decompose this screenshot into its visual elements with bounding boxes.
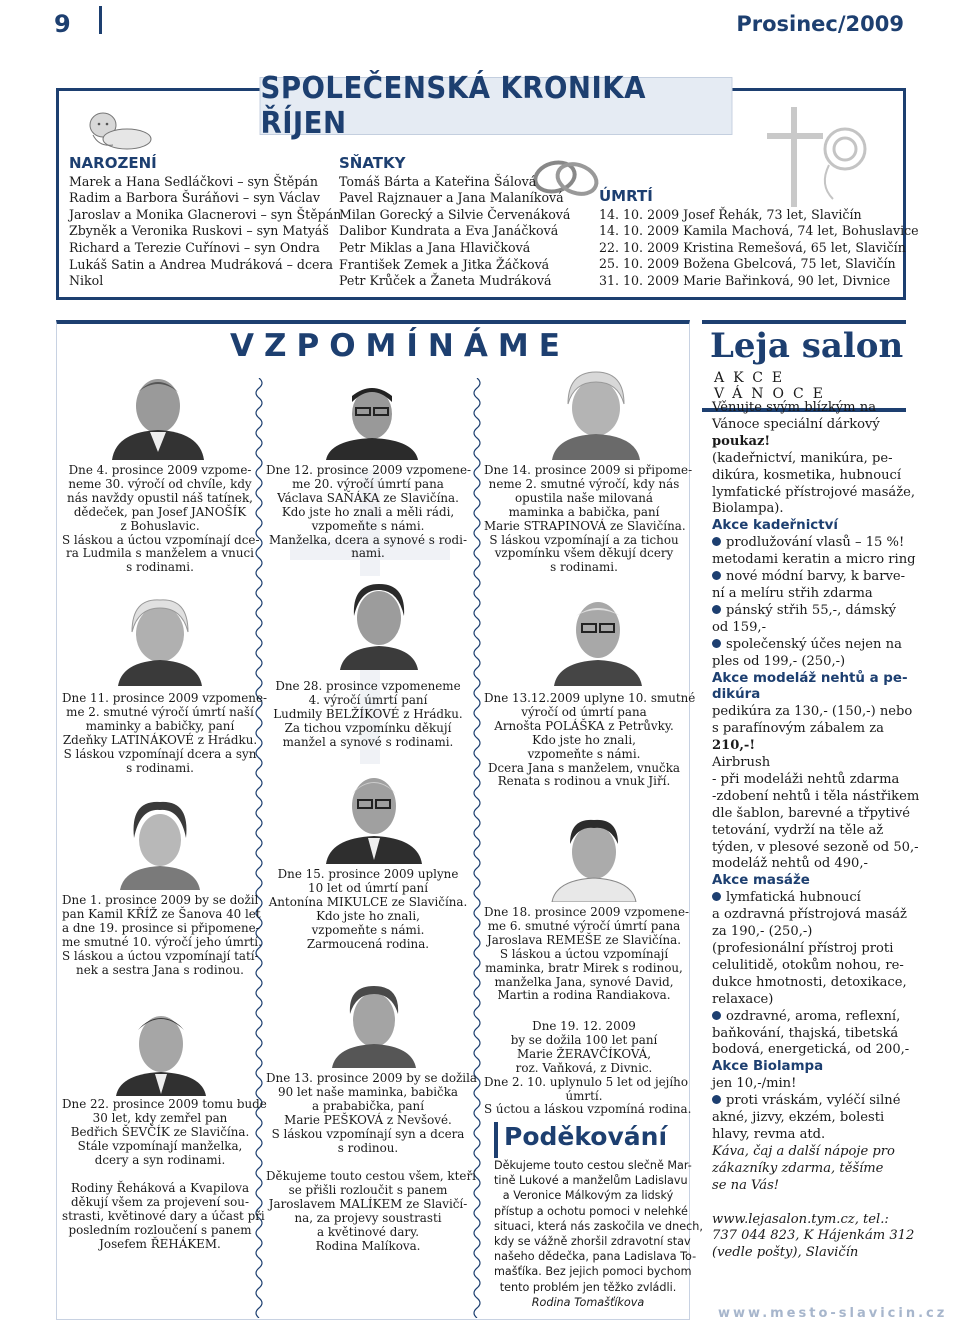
offer-line	[712, 620, 900, 637]
thanks-lines	[494, 1158, 703, 1295]
offer-text: od 159,-	[712, 619, 767, 635]
text-line: maminka a babička, paní	[508, 504, 660, 519]
text-line: 90 let naše maminka, babička	[278, 1084, 458, 1099]
text-line: František Zemek a Jitka Žáčková	[339, 256, 550, 272]
portrait-photo	[112, 592, 208, 686]
text-line: Kdo jste ho znali,	[316, 908, 420, 923]
offer-text: Káva, čaj a další nápoje pro	[712, 1143, 895, 1159]
offer-text: nové módní barvy, k barve-	[726, 569, 906, 585]
offer-text: ozdravné, aroma, reflexní,	[726, 1008, 901, 1024]
offer-line	[712, 992, 900, 1009]
text-line: Kdo jste ho znali a měli rádi,	[281, 504, 455, 519]
portrait-photo	[312, 382, 432, 460]
offer-text: ní a melíru střih zdarma	[712, 585, 873, 601]
offer-text: Akce Biolampa	[712, 1059, 824, 1075]
memorial-notice	[266, 1169, 476, 1253]
text-line: S láskou vzpomínají syn a dcera	[271, 1126, 465, 1141]
offer-text: - při modeláži nehtů zdarma	[712, 771, 900, 787]
offer-text: pánský střih 55,-, dámský	[726, 602, 897, 618]
offer-line	[712, 738, 900, 755]
text-line: nami.	[351, 546, 385, 561]
offer-text: Airbrush	[712, 755, 771, 771]
offer-text: dikúra	[712, 687, 761, 703]
memorials-title: VZPOMÍNÁME	[230, 328, 570, 364]
text-line: Ludmily BELŽÍKOVÉ z Hrádku.	[273, 706, 463, 721]
chronicle-box	[56, 71, 919, 300]
offer-text: prodlužování vlasů – 15 %!	[726, 535, 905, 551]
text-line: Zarmoucená rodina.	[306, 936, 430, 951]
portrait-photo	[104, 366, 212, 460]
offer-text: Biolampa).	[712, 501, 784, 517]
offer-line	[712, 772, 900, 789]
text-line: Dne 1. prosince 2009 by se dožil	[62, 893, 259, 907]
text-line: Lukáš Satin a Andrea Mudráková – dcera	[69, 256, 334, 272]
text-line: manželka Jana, synové David,	[494, 974, 674, 989]
weddings-heading: SŇATKY	[339, 154, 406, 172]
offer-line	[712, 569, 906, 586]
text-line: S láskou a úctou vzpomínají dce-	[62, 532, 260, 547]
offer-line	[712, 1042, 910, 1059]
offer-line	[712, 839, 919, 857]
text-line: přístup a ochotu pomoci v nelehké	[494, 1204, 688, 1218]
text-line: mašťíka. Bez jejich pomoci bychom	[494, 1265, 692, 1279]
text-line: kdy se vážně zhoršil zdravotní stav	[494, 1235, 691, 1249]
text-line: úmrtí.	[565, 1088, 603, 1103]
offer-text: lymfatické přístrojové masáže,	[712, 484, 916, 500]
offer-line	[712, 957, 904, 975]
portrait-photo	[110, 1000, 212, 1096]
text-line: s rodinami.	[126, 760, 194, 775]
memorial-notice	[266, 1071, 477, 1155]
text-line: Antonína MIKULCE ze Slavičína.	[268, 894, 468, 909]
offer-line	[712, 1110, 900, 1127]
offer-line	[712, 637, 900, 654]
text-line: vzpomeňte s námi.	[527, 746, 641, 761]
bullet-icon	[712, 639, 721, 648]
text-line: Jaroslav a Monika Glacnerovi – syn Štěpán	[69, 206, 342, 222]
text-line: Milan Gorecký a Silvie Červenáková	[339, 206, 571, 222]
text-line: S láskou a úctou vzpomínají tatí-	[62, 948, 259, 963]
offer-line	[712, 721, 900, 738]
offer-line	[712, 1212, 900, 1229]
portrait-photo	[546, 364, 646, 460]
text-line: se přišli rozloučit s panem	[288, 1182, 448, 1197]
text-line: Dne 13. prosince 2009 by se dožila	[266, 1071, 477, 1085]
offer-line	[712, 417, 900, 434]
memorial-notice	[62, 691, 268, 775]
offer-text: proti vráskám, vyléčí silné	[726, 1093, 901, 1109]
text-line: Manželka, dcera a synové s rodi-	[269, 532, 467, 547]
offer-line	[712, 400, 900, 417]
text-line: S láskou vzpomínají a za tichou	[489, 532, 679, 547]
text-line: Dne 12. prosince 2009 vzpomene-	[266, 463, 472, 477]
text-line: Dne 19. 12. 2009	[532, 1019, 636, 1033]
text-line: Marie PEŠKOVÁ z Nevšové.	[284, 1112, 452, 1127]
offer-line	[712, 788, 920, 806]
offer-line	[712, 704, 913, 721]
text-line: Arnošta POLÁŠKA z Petrůvky.	[494, 718, 674, 733]
text-line: našeho dědečka, pana Ladislava To-	[494, 1250, 697, 1264]
offer-line	[712, 941, 900, 958]
text-line: vzpomeňte s námi.	[311, 922, 425, 937]
offer-line	[712, 1195, 900, 1212]
offer-text: (kadeřnictví, manikúra, pe-	[712, 450, 893, 466]
text-line: Dne 13.12.2009 uplyne 10. smutné	[484, 691, 696, 705]
offer-heading	[712, 1059, 900, 1076]
text-line: s rodinami.	[550, 560, 618, 575]
memorial-notice	[62, 1181, 265, 1252]
offer-text: společenský účes nejen na	[726, 636, 902, 652]
text-line: Petr Miklas a Jana Hlavičková	[339, 239, 531, 255]
memorial-notice	[484, 1019, 692, 1117]
text-line: me 20. výročí úmrtí pana	[292, 476, 444, 491]
offer-line	[712, 535, 905, 552]
text-line: pan Kamil KŘÍŽ ze Šanova 40 let	[62, 906, 261, 921]
text-line: S láskou vzpomínají dcera a syn	[63, 746, 257, 761]
offer-line	[712, 1228, 915, 1245]
deaths-list	[599, 206, 919, 290]
text-line: Dne 14. prosince 2009 si připome-	[484, 463, 693, 477]
text-line: neme 2. smutné výročí, kdy nás	[488, 476, 680, 491]
offer-line	[712, 856, 900, 873]
offer-text	[712, 1195, 716, 1210]
offer-line	[712, 805, 911, 823]
text-line: nek a sestra Jana s rodinou.	[76, 962, 244, 977]
text-line: dědeček, pan Josef JANOŠÍK	[73, 504, 247, 519]
memorial-notice	[62, 893, 262, 977]
deaths-heading: ÚMRTÍ	[599, 187, 653, 205]
baby-icon	[79, 109, 155, 153]
text-line: Tomáš Bárta a Kateřina Šálová	[339, 173, 537, 189]
text-line: děkují všem za projevení sou-	[71, 1194, 249, 1209]
text-line: na, za projevy soustrasti	[294, 1210, 442, 1225]
offer-text: bodová, energetická, od 200,-	[712, 1042, 910, 1058]
text-line: Dne 4. prosince 2009 vzpome-	[68, 463, 252, 477]
text-line: dcery a syn rodinami.	[94, 1152, 226, 1167]
text-line: me 6. smutné výročí úmrtí pana	[487, 918, 681, 933]
text-line: Rodina Malíkova.	[315, 1238, 421, 1253]
offer-text: Vánoce speciální dárkový	[712, 416, 880, 432]
offer-line	[712, 1127, 900, 1144]
offer-text: 737 044 823, K Hájenkám 312	[712, 1228, 915, 1244]
offer-line	[712, 890, 900, 907]
portrait-photo	[550, 586, 646, 686]
offer-text: hlavy, revma atd.	[712, 1126, 826, 1142]
text-line: strasti, květinové dary a účast při	[62, 1208, 265, 1223]
text-line: posledním rozloučení s panem	[68, 1222, 252, 1237]
offer-line	[712, 1076, 900, 1093]
text-line: výročí od úmrtí pana	[521, 704, 647, 719]
text-line: tento problém jen těžko zvládli.	[499, 1280, 677, 1294]
text-line: me smutné 10. výročí jeho úmrtí.	[62, 934, 262, 949]
text-line: 4. výročí úmrtí paní	[308, 692, 428, 707]
offer-line	[712, 823, 900, 840]
text-line: Josefem ŘEHÁKEM.	[99, 1236, 221, 1251]
text-line: Stále vzpomínají manželka,	[77, 1138, 243, 1153]
births-heading: NAROZENÍ	[69, 154, 157, 172]
text-line: 31. 10. 2009 Marie Bařinková, 90 let, Divnice	[599, 272, 891, 288]
births-column	[69, 154, 342, 290]
text-line: z Bohuslavic.	[120, 518, 200, 533]
text-line: Děkujeme touto cestou slečně Mar-	[494, 1159, 692, 1172]
offer-line	[712, 1093, 900, 1110]
offer-heading	[712, 873, 900, 890]
offer-text: lymfatická hubnoucí	[726, 890, 861, 906]
memorial-notice	[62, 1097, 267, 1168]
text-line: by se dožila 100 let paní	[510, 1032, 658, 1047]
offer-text: metodami keratin a micro ring	[712, 552, 916, 568]
offer-line	[712, 434, 900, 451]
memorial-notice	[484, 905, 690, 1003]
bullet-icon	[712, 1095, 721, 1104]
text-line: s rodinami.	[126, 560, 194, 575]
leja-top-rule	[702, 320, 906, 324]
text-line: Zdeňky LATINÁKOVÉ z Hrádku.	[62, 732, 258, 747]
text-line: Kdo jste ho znali,	[532, 732, 636, 747]
portrait-photo	[548, 804, 640, 902]
offer-line	[712, 501, 900, 518]
memorial-notice	[484, 463, 693, 575]
text-line: 14. 10. 2009 Kamila Machová, 74 let, Bohuslavice	[599, 223, 919, 239]
text-line: 14. 10. 2009 Josef Řehák, 73 let, Slavičín	[599, 206, 862, 222]
births-list	[69, 173, 342, 290]
offer-text: www.lejasalon.tym.cz, tel.:	[712, 1211, 889, 1227]
text-line: Dne 15. prosince 2009 uplyne	[277, 867, 459, 881]
offer-line	[712, 1161, 900, 1178]
offer-text: jen 10,-/min!	[712, 1076, 797, 1092]
footer-url[interactable]: www.mesto-slavicin.cz	[718, 1306, 948, 1321]
offer-line	[712, 755, 900, 772]
bullet-icon	[712, 571, 721, 580]
offer-line	[712, 451, 900, 468]
text-line: a květinové dary.	[316, 1224, 420, 1239]
text-line: Bedřich ŠEVČÍK ze Slavičína.	[70, 1124, 250, 1139]
offer-text: -zdobení nehtů i těla nástřikem	[712, 788, 920, 804]
thanks-signature: Rodina Tomašťíkova	[531, 1295, 645, 1309]
text-line: Dne 22. prosince 2009 tomu bude	[62, 1097, 267, 1111]
offer-text: Akce kadeřnictví	[712, 518, 838, 534]
weddings-list	[339, 174, 601, 290]
offer-text: za 190,- (250,-)	[712, 924, 813, 940]
offer-text: relaxace)	[712, 991, 774, 1007]
text-line: Dne 18. prosince 2009 vzpomene-	[484, 905, 690, 919]
text-line: ra Ludmila s manželem a vnuci	[66, 546, 254, 561]
offer-text: modeláž nehtů od 490,-	[712, 856, 868, 872]
offer-text: celulitidě, otokům nohou, re-	[712, 957, 904, 973]
bullet-icon	[712, 892, 721, 901]
text-line: Dne 11. prosince 2009 vzpomene-	[62, 691, 268, 705]
offer-text: Akce masáže	[712, 873, 810, 889]
thanks-text	[494, 1158, 703, 1310]
text-line: S úctou a láskou vzpomíná rodina.	[484, 1102, 692, 1117]
text-line: Petr Krůček a Žaneta Mudráková	[339, 273, 552, 289]
portrait-photo	[334, 576, 424, 670]
leja-salon-offer	[712, 400, 920, 1262]
issue-label: Prosinec/2009	[736, 12, 904, 36]
text-line: a prababička, paní	[311, 1098, 425, 1113]
leja-salon-subtitle: AKCE VÁNOCE	[714, 370, 832, 402]
text-line: a Veronice Málkovým za lidský	[502, 1189, 674, 1203]
text-line: Jaroslavem MALÍKEM ze Slavičí-	[268, 1196, 468, 1211]
offer-line	[712, 1178, 900, 1195]
text-line: Děkujeme touto cestou všem, kteří	[266, 1169, 476, 1183]
text-line: 30 let, kdy zemřel pan	[92, 1110, 228, 1125]
offer-text: pedikúra za 130,- (150,-) nebo	[712, 704, 913, 720]
text-line: maminka, bratr Mirek s rodinou,	[485, 960, 683, 975]
text-line: Radim a Barbora Šuráňovi – syn Václav	[69, 190, 321, 206]
offer-line	[712, 907, 907, 924]
offer-text: dukce hmotnosti, detoxikace,	[712, 974, 907, 990]
text-line: roz. Vaňková, z Divnic.	[515, 1060, 653, 1075]
offer-heading	[712, 518, 900, 535]
memorial-notice	[266, 464, 470, 561]
offer-line	[712, 586, 900, 603]
text-line: Zbyněk a Veronika Ruskovi – syn Matyáš	[69, 223, 329, 239]
offer-text: s parafínovým zábalem za	[712, 721, 884, 737]
text-line: Václava SAŇÁKA ze Slavičína.	[277, 490, 459, 505]
offer-text: dikúra, kosmetika, hubnoucí	[712, 467, 902, 483]
offer-text: poukaz!	[712, 433, 771, 449]
portrait-photo	[318, 764, 430, 864]
offer-line	[712, 552, 916, 569]
text-line: opustila naše milovaná	[514, 490, 654, 505]
offer-text: baňkování, thajská, tibetská	[712, 1025, 899, 1041]
text-line: Marie ŽERAVČÍKOVÁ,	[516, 1046, 652, 1061]
leja-salon-name: Leja salon	[710, 326, 904, 366]
offer-text: Věnujte svým blízkým na	[712, 400, 876, 415]
bullet-icon	[712, 537, 721, 546]
offer-text: dle šablon, barevné a třpytivé	[712, 805, 911, 821]
chronicle-title: SPOLEČENSKÁ KRONIKA ŘÍJEN	[260, 77, 733, 135]
offer-line	[712, 974, 907, 992]
memorial-notice	[266, 680, 470, 750]
leja-salon-ad	[702, 320, 920, 1320]
text-line: Marie STRAPINOVÁ ze Slavičína.	[484, 518, 686, 533]
text-line: Marek a Hana Sedláčkovi – syn Štěpán	[69, 173, 319, 189]
bullet-icon	[712, 605, 721, 614]
text-line: neme 30. výročí od chvíle, kdy	[68, 476, 252, 491]
text-line: Nikol	[69, 273, 104, 289]
memorial-notice	[266, 868, 470, 951]
offer-text: zákazníky zdarma, těšíme	[712, 1160, 884, 1176]
text-line: Za tichou vzpomínku děkují	[284, 720, 452, 735]
text-line: nás navždy opustil náš tatínek,	[67, 490, 253, 505]
offer-line	[712, 603, 900, 620]
text-line: 25. 10. 2009 Božena Gbelcová, 75 let, Slavičín	[599, 256, 896, 272]
offer-line	[712, 1026, 900, 1043]
text-line: Jaroslava REMEŠE ze Slavičína.	[486, 932, 681, 947]
offer-text: (vedle pošty), Slavičín	[712, 1245, 859, 1261]
offer-text: Akce modeláž nehtů a pe-	[712, 670, 908, 686]
text-line: s rodinou.	[337, 1140, 399, 1155]
offer-text: (profesionální přístroj proti	[712, 941, 894, 956]
offer-text: tetování, vydrží na těle až	[712, 822, 884, 838]
text-line: vzpomínku všem děkují dcery	[494, 546, 674, 561]
page-number-divider	[99, 6, 102, 34]
text-line: Renata s rodinou a vnuk Jiří.	[497, 774, 671, 789]
text-line: 22. 10. 2009 Kristina Remešová, 65 let, Slavičín	[599, 239, 906, 255]
offer-line	[712, 1144, 900, 1161]
memorial-notice	[62, 464, 258, 575]
deaths-column	[599, 187, 919, 290]
offer-line	[712, 484, 916, 502]
text-line: Dcera Jana s manželem, vnučka	[487, 760, 681, 775]
page-number: 9	[54, 10, 71, 38]
memorial-notice	[484, 691, 696, 789]
text-line: S láskou a úctou vzpomínají	[499, 946, 669, 961]
text-line: vzpomeňte s námi.	[311, 518, 425, 533]
text-line: Dne 2. 10. uplynulo 5 let od jejího	[484, 1074, 688, 1089]
offer-line	[712, 1009, 900, 1026]
offer-text: týden, v plesové sezoně od 50,-	[712, 839, 919, 855]
text-line: me 2. smutné výročí úmrtí naší	[66, 704, 254, 719]
text-line: situaci, která nás zaskočila ve dnech,	[494, 1219, 703, 1233]
text-line: Pavel Rajznauer a Jana Malaníková	[339, 190, 564, 206]
text-line: manžel a synové s rodinami.	[282, 734, 454, 749]
text-line: a dne 19. prosince si připomene-	[62, 920, 260, 935]
text-line: tině Lukové a manželům Ladislavu	[494, 1174, 688, 1188]
offer-text: se na Vás!	[712, 1177, 780, 1193]
bullet-icon	[712, 1011, 721, 1020]
offer-line	[712, 468, 900, 485]
text-line: Martin a rodina Randiakova.	[497, 988, 671, 1003]
offer-line	[712, 1245, 900, 1262]
text-line: maminky a babičky, paní	[85, 718, 235, 733]
thanks-title: Poděkování	[494, 1122, 666, 1158]
text-line: Dne 28. prosince vzpomeneme	[275, 679, 461, 693]
offer-text: akné, jizvy, ekzém, bolesti	[712, 1110, 885, 1126]
text-line: 10 let od úmrtí paní	[308, 880, 428, 895]
portrait-photo	[326, 976, 422, 1068]
offer-heading	[712, 687, 900, 704]
offer-text: ples od 199,- (250,-)	[712, 653, 846, 669]
offer-text: 210,-!	[712, 738, 756, 754]
portrait-photo	[112, 794, 208, 890]
text-line: Dalibor Kundrata a Eva Janáčková	[339, 223, 559, 239]
offer-line	[712, 654, 900, 671]
offer-heading	[712, 670, 908, 688]
weddings-column	[339, 155, 601, 290]
text-line: Rodiny Řeháková a Kvapilova	[70, 1181, 250, 1195]
text-line: Richard a Terezie Cuřínovi – syn Ondra	[69, 239, 320, 255]
offer-text: a ozdravná přístrojová masáž	[712, 907, 907, 923]
offer-line	[712, 924, 900, 941]
